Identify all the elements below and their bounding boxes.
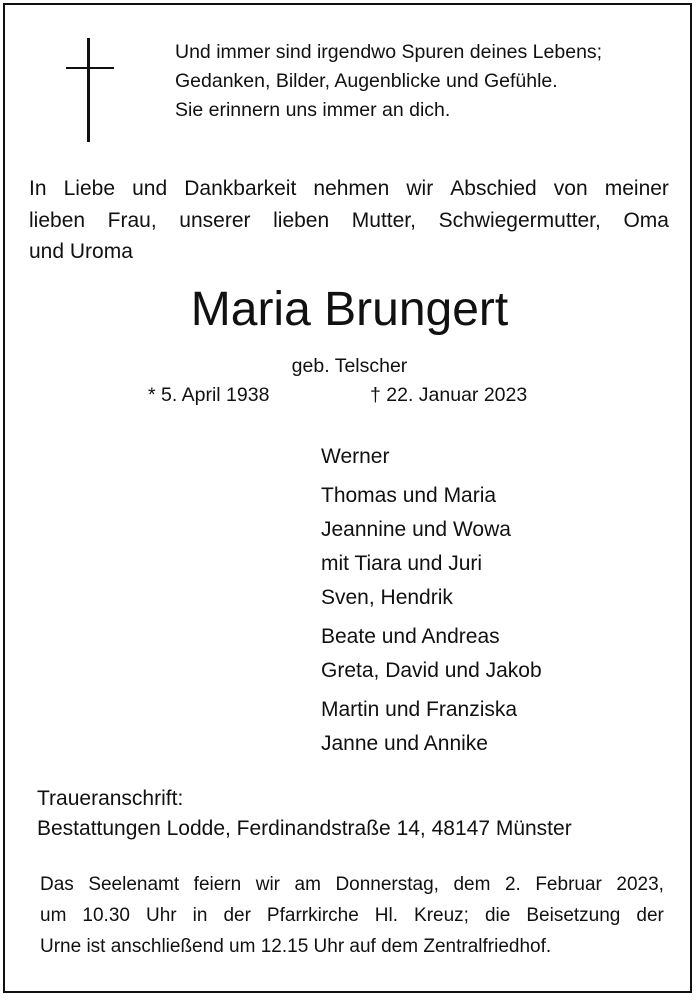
- intro-text: [29, 173, 669, 268]
- mourner-line: mit Tiara und Juri: [321, 552, 483, 575]
- word: dem: [453, 874, 491, 895]
- mourner-line: Beate und Andreas: [321, 625, 500, 648]
- maiden-name: geb. Telscher: [291, 355, 408, 377]
- word: wir: [255, 874, 280, 895]
- mourner-line: Janne und Annike: [321, 732, 488, 755]
- word: der: [636, 905, 664, 926]
- mourner-line: Jeannine und Wowa: [321, 518, 511, 541]
- word: die: [484, 905, 511, 926]
- word: Pfarrkirche: [266, 905, 359, 926]
- word: Dankbarkeit: [184, 177, 297, 200]
- mourner-group: [321, 440, 542, 474]
- word: feiern: [193, 874, 242, 895]
- word: Liebe: [63, 177, 115, 200]
- mourner-group: [321, 620, 542, 688]
- service-line-2: [40, 900, 664, 931]
- word: am: [294, 874, 321, 895]
- intro-line-1: [29, 173, 669, 205]
- word: lieben: [273, 208, 330, 232]
- word: und: [132, 177, 168, 200]
- word: 2023,: [616, 874, 664, 895]
- mourner-group: [321, 479, 542, 615]
- poem: [175, 38, 602, 125]
- word: Uhr: [145, 905, 177, 926]
- mourning-address: [37, 784, 572, 844]
- word: Hl.: [374, 905, 399, 926]
- mourner-group: [321, 693, 542, 761]
- mourner-line: Sven, Hendrik: [321, 586, 453, 609]
- word: Kreuz;: [414, 905, 469, 926]
- service-line-3: Urne ist anschließend um 12.15 Uhr auf dem Zentralfriedhof.: [40, 936, 552, 957]
- word: Das: [40, 874, 74, 895]
- word: 2.: [504, 874, 521, 895]
- cross-icon: [66, 38, 114, 142]
- word: unserer: [179, 208, 251, 232]
- mourner-line: Martin und Franziska: [321, 698, 518, 721]
- deceased-name: Maria Brungert: [190, 283, 509, 336]
- word: Frau,: [107, 208, 157, 232]
- intro-line-3: und Uroma: [29, 240, 133, 263]
- mourners-list: [321, 440, 542, 766]
- death-date: † 22. Januar 2023: [370, 384, 528, 406]
- word: Seelenamt: [88, 874, 180, 895]
- word: um: [40, 905, 67, 926]
- word: In: [29, 177, 47, 200]
- service-notice: [40, 869, 664, 962]
- word: Beisetzung: [526, 905, 621, 926]
- word: Abschied: [450, 177, 537, 200]
- poem-line: Sie erinnern uns immer an dich.: [175, 99, 451, 121]
- word: nehmen: [313, 177, 390, 200]
- poem-line: Gedanken, Bilder, Augenblicke und Gefühle.: [175, 70, 558, 92]
- mourner-line: Thomas und Maria: [321, 484, 497, 507]
- word: Mutter,: [351, 208, 416, 232]
- word: meiner: [604, 177, 669, 200]
- word: Donnerstag,: [335, 874, 439, 895]
- mourner-line: Greta, David und Jakob: [321, 659, 542, 682]
- address-value: Bestattungen Lodde, Ferdinandstraße 14, 48147 Münster: [37, 817, 572, 840]
- word: der: [223, 905, 251, 926]
- word: in: [192, 905, 208, 926]
- address-label: Traueranschrift:: [37, 787, 184, 810]
- intro-line-2: [29, 205, 669, 237]
- service-line-1: [40, 869, 664, 900]
- word: Schwiegermutter,: [438, 208, 601, 232]
- word: von: [553, 177, 588, 200]
- word: lieben: [29, 208, 86, 232]
- poem-line: Und immer sind irgendwo Spuren deines Lebens;: [175, 41, 603, 63]
- word: Oma: [623, 208, 669, 232]
- mourner-line: Werner: [321, 445, 390, 468]
- birth-date: * 5. April 1938: [148, 384, 270, 406]
- word: 10.30: [82, 905, 130, 926]
- word: Februar: [535, 874, 602, 895]
- word: wir: [406, 177, 434, 200]
